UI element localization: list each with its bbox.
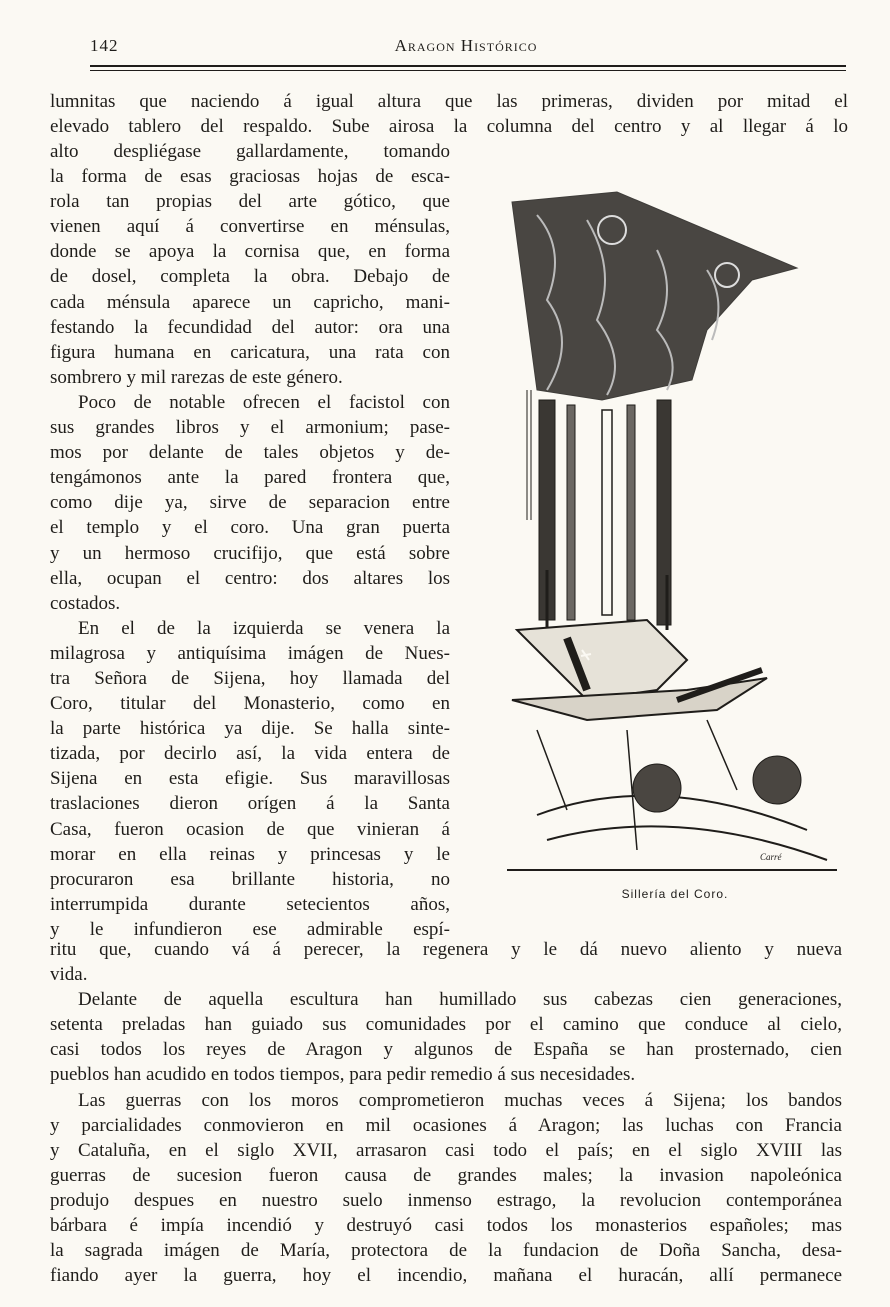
text-block-top [50,89,848,139]
text-line: Sijena en esta efigie. Sus maravillosas [50,768,450,790]
text-line: produjo despues en nuestro suelo inmenso estrago, la revolucion contemporánea [50,1189,842,1211]
text-line: vida. [50,964,88,986]
stall-columns [527,390,671,630]
text-line: guerras de sucesion fueron causa de grandes males; la invasion napoleónica [50,1164,842,1186]
text-line: y Cataluña, en el siglo XVII, arrasaron casi todo el país; en el siglo XVIII las [50,1139,842,1161]
text-line: morar en ella reinas y princesas y le [50,843,450,865]
text-line: En el de la izquierda se venera la [78,617,450,639]
text-line: Poco de notable ofrecen el facistol con [78,391,450,413]
text-block-bottom [50,937,842,1288]
text-line: cada ménsula aparece un capricho, mani- [50,291,450,313]
text-line: pueblos han acudido en todos tiempos, para pedir remedio á sus necesidades. [50,1064,636,1086]
text-line: donde se apoya la cornisa que, en forma [50,241,450,263]
text-line: lumnitas que naciendo á igual altura que las primeras, dividen por mitad el [50,91,848,112]
text-line: elevado tablero del respaldo. Sube airosa la columna del centro y al llegar á lo [50,116,848,138]
text-line: de dosel, completa la obra. Debajo de [50,266,450,288]
text-line: tra Señora de Sijena, hoy llamada del [50,667,450,689]
text-line: tengámonos ante la pared frontera que, [50,467,450,489]
text-line: festando la fecundidad del autor: ora una [50,316,450,338]
text-line: costados. [50,592,121,614]
text-line: Las guerras con los moros comprometieron muchas veces á Sijena; los bandos [78,1089,842,1111]
text-line: ritu que, cuando vá á perecer, la regenera y le dá nuevo aliento y nueva [50,939,842,960]
text-line: setenta preladas han guiado sus comunidades por el camino que conduce al cielo, [50,1014,842,1036]
text-line: la parte histórica ya dije. Se halla sinte- [50,718,450,740]
text-line: y le infundieron ese admirable espí- [50,918,450,940]
text-line: rola tan propias del arte gótico, que [50,191,450,213]
text-line: la forma de esas graciosas hojas de esca- [50,166,450,188]
text-line: y un hermoso crucifijo, que está sobre [50,542,450,564]
text-line: sus grandes libros y el armonium; pase- [50,417,450,439]
text-line: como dije ya, sirve de separacion entre [50,492,450,514]
text-line: el templo y el coro. Una gran puerta [50,517,450,539]
text-line: Delante de aquella escultura han humillado sus cabezas cien generaciones, [78,989,842,1011]
text-line: interrumpida durante setecientos años, [50,893,450,915]
text-line: casi todos los reyes de Aragon y algunos de España se han prosternado, cien [50,1039,842,1061]
text-line: Coro, titular del Monasterio, como en [50,693,450,715]
choir-stalls-illustration [507,190,843,880]
stall-seats [507,620,837,870]
running-header [90,34,842,60]
running-title: Aragon Histórico [394,36,538,55]
text-line: traslaciones dieron orígen á la Santa [50,793,450,815]
figure-caption: Sillería del Coro. [621,887,729,901]
text-line: figura humana en caricatura, una rata con [50,341,450,363]
text-line: sombrero y mil rarezas de este género. [50,366,343,388]
text-line: ella, ocupan el centro: dos altares los [50,567,450,589]
text-line: procuraron esa brillante historia, no [50,868,450,890]
header-rule [90,65,846,67]
text-line: tizada, por decirlo así, la vida entera de [50,743,450,765]
text-block-left-column [50,139,450,942]
text-line: alto despliégase gallardamente, tomando [50,141,450,162]
text-line: mos por delante de tales objetos y de- [50,442,450,464]
text-line: Casa, fueron ocasion de que vinieran á [50,818,450,840]
text-line: vienen aquí á convertirse en ménsulas, [50,216,450,238]
text-line: y parcialidades conmovieron en mil ocasiones á Aragon; las luchas con Francia [50,1114,842,1136]
canopy-engraving [512,192,797,400]
text-line: bárbara é impía incendió y destruyó casi todos los monasterios españoles; mas [50,1215,842,1237]
header-rule-thin [90,70,846,71]
page-number: 142 [90,36,119,55]
text-line: la sagrada imágen de María, protectora de la fundacion de Doña Sancha, desa- [50,1240,842,1262]
engraver-signature: Carré [760,852,782,862]
text-line: milagrosa y antiquísima imágen de Nues- [50,642,450,664]
text-line: fiando ayer la guerra, hoy el incendio, mañana el huracán, allí permanece [50,1265,842,1287]
